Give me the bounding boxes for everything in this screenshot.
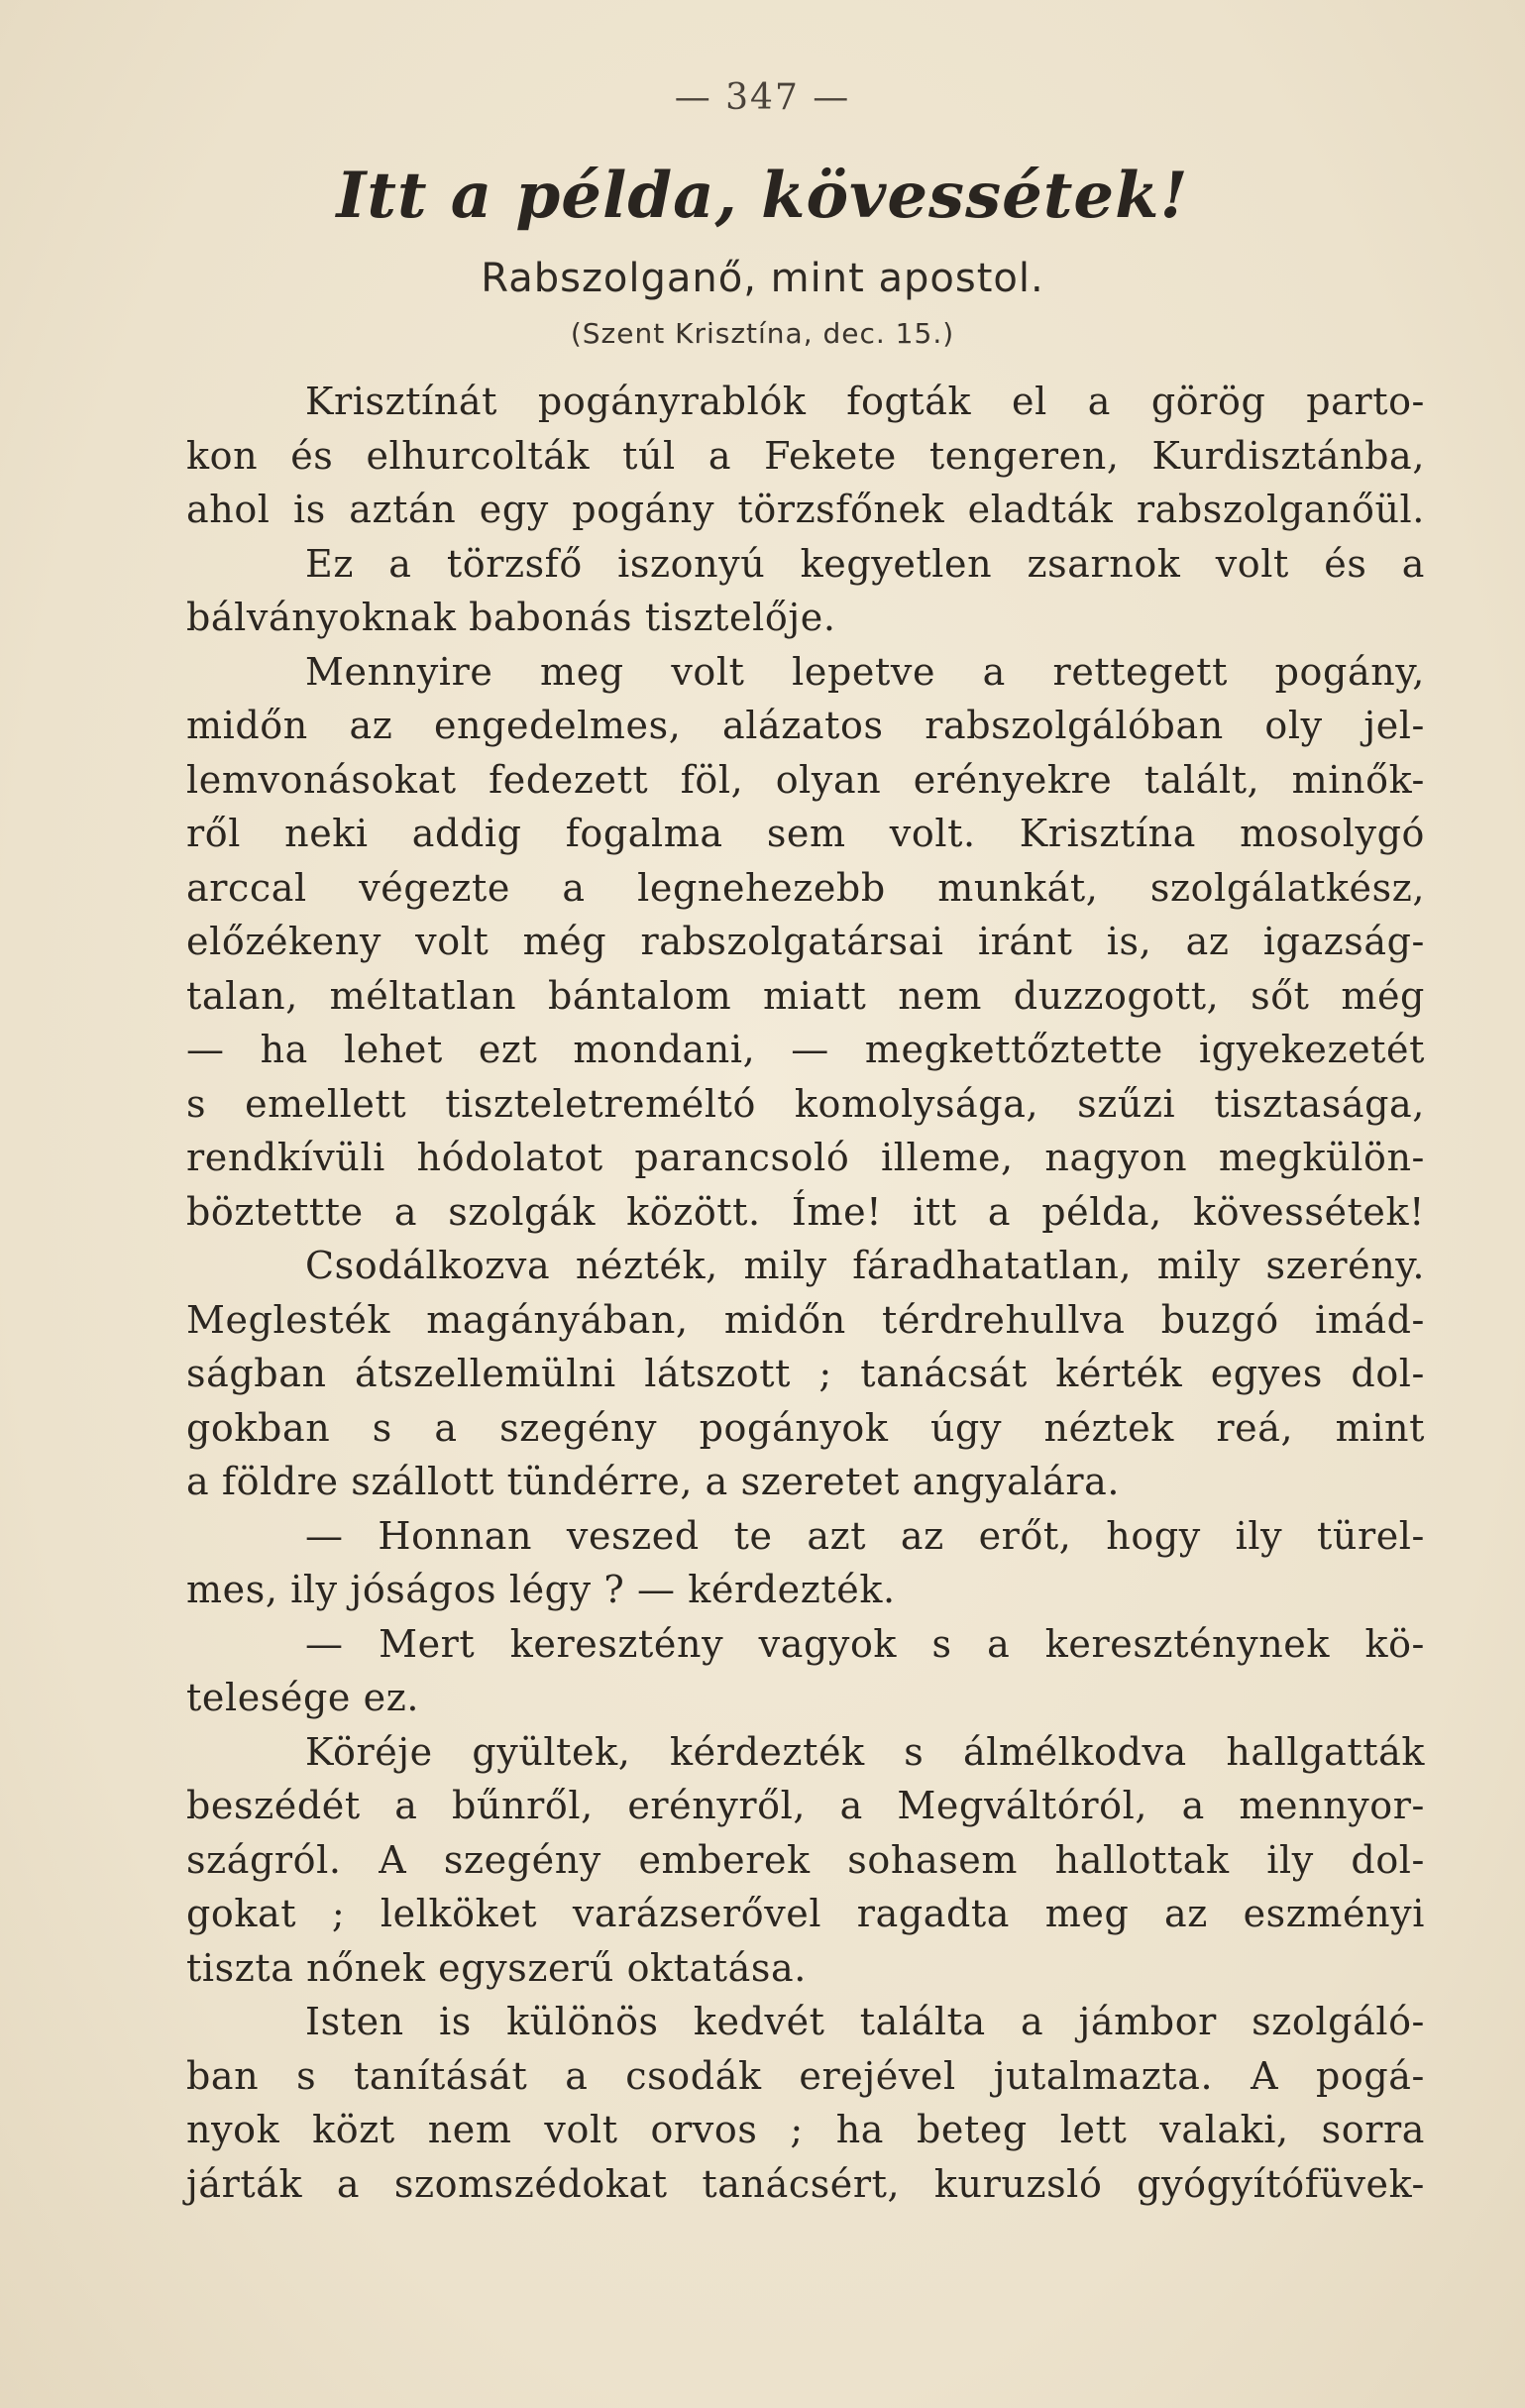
text-line: telesége ez.: [186, 1676, 420, 1719]
text-line: ahol is aztán egy pogány törzsfőnek eladták rabszolganőül.: [186, 488, 1425, 531]
text-line: Isten is különös kedvét találta a jámbor szolgáló-: [305, 2000, 1425, 2043]
text-line: s emellett tiszteletreméltó komolysága, szűzi tisztasága,: [186, 1081, 1425, 1126]
text-line: mes, ily jóságos légy ? — kérdezték.: [186, 1568, 896, 1611]
text-line: a földre szállott tündérre, a szeretet angyalára.: [186, 1460, 1121, 1503]
text-line: ságban átszellemülni látszott ; tanácsát kérték egyes dol-: [186, 1352, 1425, 1395]
chapter-subtitle: Rabszolganő, mint apostol.: [481, 256, 1044, 301]
body-text: [186, 375, 1425, 2211]
text-line: ban s tanítását a csodák erejével jutalmazta. A pogá-: [186, 2053, 1425, 2098]
saint-citation: (Szent Krisztína, dec. 15.): [570, 317, 955, 350]
page-number: — 347 —: [674, 77, 851, 118]
text-line: böztettte a szolgák között. Íme! itt a példa, kövessétek!: [186, 1189, 1425, 1234]
text-line: — Mert keresztény vagyok s a kereszténynek kö-: [305, 1621, 1425, 1666]
text-line: midőn az engedelmes, alázatos rabszolgálóban oly jel-: [186, 704, 1425, 747]
text-line: Ez a törzsfő iszonyú kegyetlen zsarnok volt és a: [305, 541, 1425, 586]
text-line: Krisztínát pogányrablók fogták el a görög parto-: [305, 380, 1425, 423]
text-line: nyok közt nem volt orvos ; ha beteg lett valaki, sorra: [186, 2108, 1425, 2151]
text-line: tiszta nőnek egyszerű oktatása.: [186, 1945, 807, 1990]
text-line: ről neki addig fogalma sem volt. Krisztína mosolygó: [186, 812, 1425, 855]
text-line: — Honnan veszed te azt az erőt, hogy ily türel-: [305, 1513, 1425, 1558]
text-line: beszédét a bűnről, erényről, a Megváltóról, a mennyor-: [186, 1784, 1425, 1827]
text-line: Meglesték magányában, midőn térdrehullva buzgó imád-: [186, 1297, 1425, 1342]
text-line: Köréje gyültek, kérdezték s álmélkodva hallgatták: [305, 1729, 1425, 1774]
text-line: kon és elhurcolták túl a Fekete tengeren, Kurdisztánba,: [186, 433, 1425, 478]
text-line: gokban s a szegény pogányok úgy néztek reá, mint: [186, 1405, 1425, 1450]
text-line: arccal végezte a legnehezebb munkát, szolgálatkész,: [186, 865, 1425, 910]
text-line: Mennyire meg volt lepetve a rettegett pogány,: [305, 649, 1425, 694]
text-line: rendkívüli hódolatot parancsoló illeme, nagyon megkülön-: [186, 1136, 1425, 1179]
chapter-title: Itt a példa, kövessétek!: [336, 159, 1189, 233]
text-line: Csodálkozva nézték, mily fáradhatatlan, mily szerény.: [305, 1244, 1425, 1287]
text-line: lemvonásokat fedezett föl, olyan erényekre talált, minők-: [186, 757, 1425, 802]
text-line: bálványoknak babonás tisztelője.: [186, 596, 836, 639]
text-line: — ha lehet ezt mondani, — megkettőztette igyekezetét: [186, 1028, 1425, 1071]
text-line: járták a szomszédokat tanácsért, kuruzsló gyógyítófüvek-: [186, 2161, 1425, 2206]
text-line: talan, méltatlan bántalom miatt nem duzzogott, sőt még: [186, 973, 1425, 1018]
text-line: előzékeny volt még rabszolgatársai iránt is, az igazság-: [186, 920, 1425, 963]
text-line: gokat ; lelköket varázserővel ragadta meg az eszményi: [186, 1892, 1425, 1935]
text-line: szágról. A szegény emberek sohasem hallottak ily dol-: [186, 1837, 1425, 1882]
